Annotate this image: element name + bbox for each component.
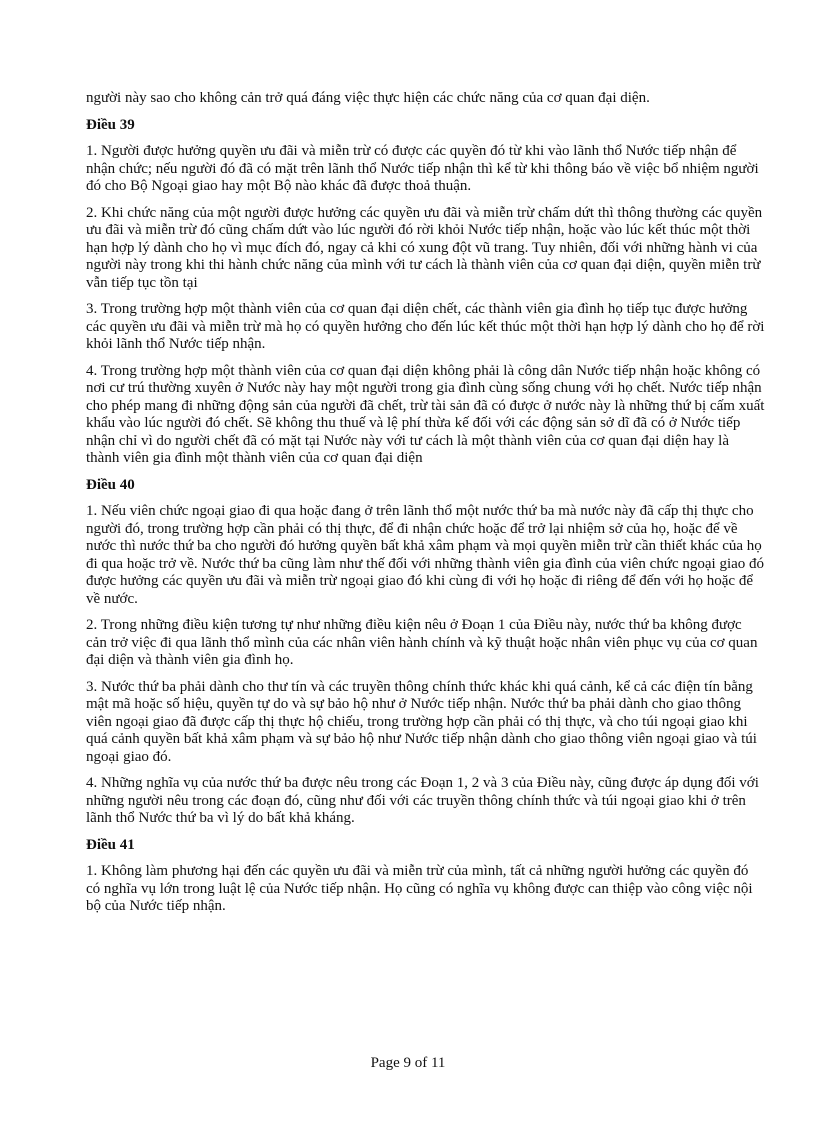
article-41-title: Điều 41 xyxy=(86,836,135,853)
article-40-title: Điều 40 xyxy=(86,476,135,493)
document-body xyxy=(86,90,766,925)
article-40-para-4: 4. Những nghĩa vụ của nước thứ ba được nêu trong các Đoạn 1, 2 và 3 của Điều này, cũng được áp dụng đối với những người nêu trong các đoạn đó, cũng như đối với các truyền thông chính thức và túi ngoại giao khi ở trên lãnh thổ Nước thứ ba vì lý do bất khả kháng. xyxy=(86,775,759,826)
page-number-footer: Page 9 of 11 xyxy=(370,1055,446,1071)
article-40-para-3: 3. Nước thứ ba phải dành cho thư tín và các truyền thông chính thức khác khi quá cảnh, kể cả các điện tín bằng mật mã hoặc số hiệu, quyền tự do và sự bảo hộ như ở Nước tiếp nhận. Nước thứ ba phải dành cho giao thông viên ngoại giao đã được cấp thị thực hộ chiếu, trong trường hợp cần phải có thị thực, và cho túi ngoại giao khi quá cảnh quyền bất khả xâm phạm và sự bảo hộ như Nước tiếp nhận dành cho giao thông viên ngoại giao và túi ngoại giao đó. xyxy=(86,678,757,765)
article-41-para-1: 1. Không làm phương hại đến các quyền ưu đãi và miễn trừ của mình, tất cả những người hưởng các quyền đó có nghĩa vụ lớn trong luật lệ của Nước tiếp nhận. Họ cũng có nghĩa vụ không được can thiệp vào công việc nội bộ của Nước tiếp nhận. xyxy=(86,863,753,914)
article-39-para-4: 4. Trong trường hợp một thành viên của cơ quan đại diện không phải là công dân Nước tiếp nhận hoặc không có nơi cư trú thường xuyên ở Nước này hay một người trong gia đình cùng sống chung với họ chết. Nước tiếp nhận cho phép mang đi những động sản của người đã chết, trừ tài sản đã có được ở nước này là những thứ bị cấm xuất khẩu vào lúc người đó chết. Sẽ không thu thuế và lệ phí thừa kế đối với các động sản sở dĩ đã có ở Nước tiếp nhận chỉ vì do người chết đã có mặt tại Nước này với tư cách là một thành viên của cơ quan đại diện hay là thành viên gia đình một thành viên của cơ quan đại diện xyxy=(86,362,765,466)
intro-paragraph: người này sao cho không cản trở quá đáng việc thực hiện các chức năng của cơ quan đại diện. xyxy=(86,90,650,106)
article-39-title: Điều 39 xyxy=(86,116,135,133)
article-39-para-1: 1. Người được hưởng quyền ưu đãi và miễn trừ có được các quyền đó từ khi vào lãnh thổ Nước tiếp nhận để nhận chức; nếu người đó đã có mặt trên lãnh thổ Nước tiếp nhận thì kể từ khi thông báo về việc bổ nhiệm người đó cho Bộ Ngoại giao hay một Bộ nào khác đã được thoả thuận. xyxy=(86,143,759,194)
article-39-para-2: 2. Khi chức năng của một người được hưởng các quyền ưu đãi và miễn trừ chấm dứt thì thông thường các quyền ưu đãi và miễn trừ đó cũng chấm dứt vào lúc người đó rời khỏi Nước tiếp nhận, hoặc vào lúc kết thúc một thời hạn hợp lý dành cho họ vì mục đích đó, ngay cả khi có xung đột vũ trang. Tuy nhiên, đối với những hành vi của người này trong khi thi hành chức năng của mình với tư cách là thành viên của cơ quan đại diện, quyền miễn trừ vẫn tiếp tục tồn tại xyxy=(86,204,763,291)
article-40-para-2: 2. Trong những điều kiện tương tự như những điều kiện nêu ở Đoạn 1 của Điều này, nước thứ ba không được cản trở việc đi qua lãnh thổ mình của các nhân viên hành chính và kỹ thuật hoặc nhân viên phục vụ của cơ quan đại diện và thành viên gia đình họ. xyxy=(86,617,758,668)
article-39-para-3: 3. Trong trường hợp một thành viên của cơ quan đại diện chết, các thành viên gia đình họ tiếp tục được hưởng các quyền ưu đãi và miễn trừ mà họ có quyền hưởng cho đến lúc kết thúc một thời hạn hợp lý dành cho họ để rời khỏi lãnh thổ Nước tiếp nhận. xyxy=(86,301,765,352)
article-40-para-1: 1. Nếu viên chức ngoại giao đi qua hoặc đang ở trên lãnh thổ một nước thứ ba mà nước này đã cấp thị thực cho người đó, trong trường hợp cần phải có thị thực, để đi nhận chức hoặc để trở lại nhiệm sở của họ, hoặc để về nước thì nước thứ ba cho người đó hưởng quyền bất khả xâm phạm và mọi quyền miễn trừ cần thiết khác của họ đi qua hoặc trở về. Nước thứ ba cũng làm như thế đối với những thành viên gia đình của viên chức ngoại giao đó được hưởng các quyền ưu đãi và miễn trừ ngoại giao đó khi cùng đi với họ hoặc đi riêng để đến với họ hoặc để về nước. xyxy=(86,503,765,607)
